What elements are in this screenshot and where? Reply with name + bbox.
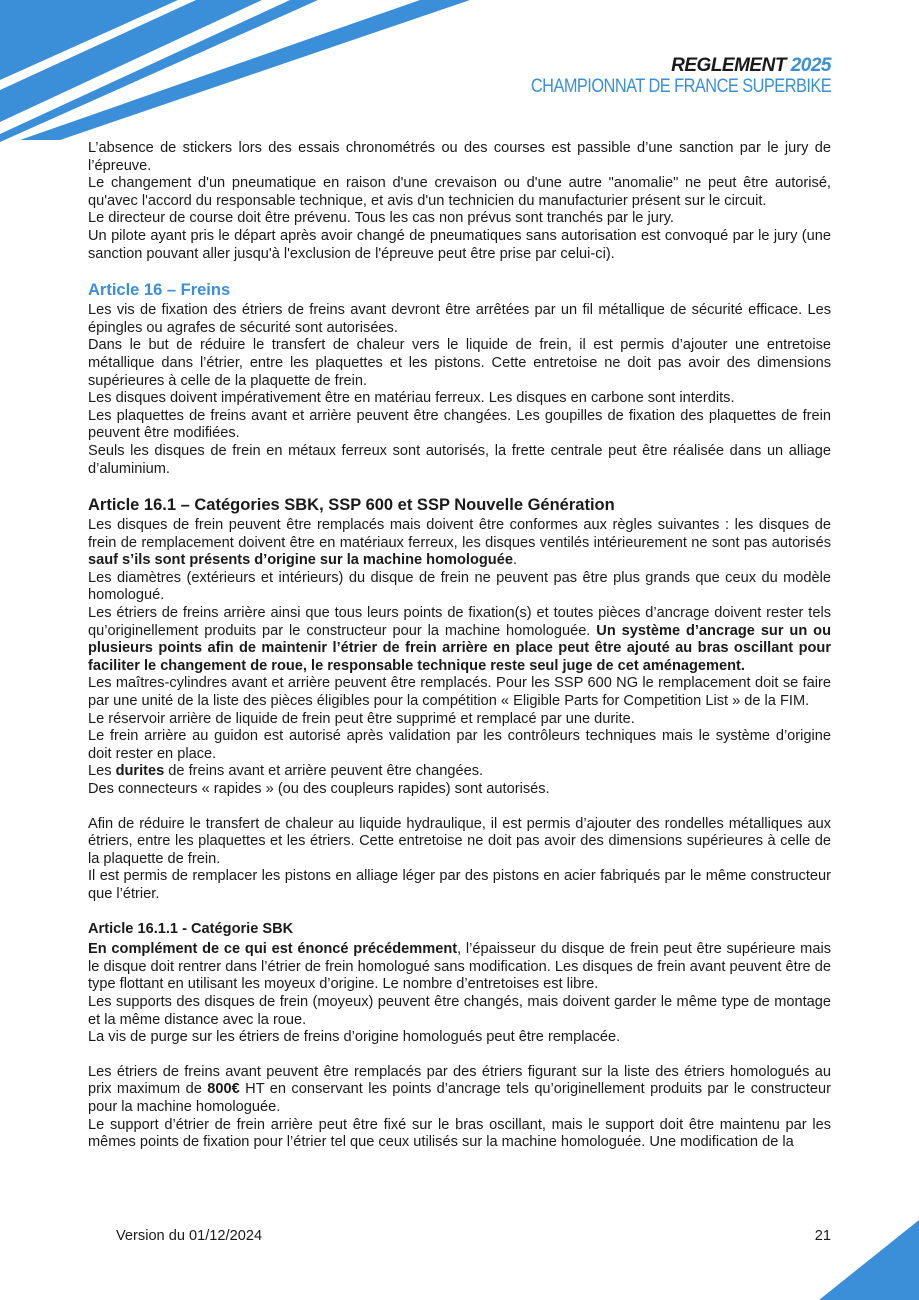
paragraph: Le réservoir arrière de liquide de frein peut être supprimé et remplacé par une durite.: [88, 710, 635, 727]
paragraph: Dans le but de réduire le transfert de chaleur vers le liquide de frein, il est permis d’ajouter une entretoise métallique dans l’étrier, entre les plaquettes et les pistons. Cette entretoise ne doit pas avoir des dimensions supérieures à celle de la plaquette de frein.: [88, 337, 831, 389]
paragraph: Il est permis de remplacer les pistons en alliage léger par des pistons en acier fabriqués par le même constructeur que l’étrier.: [88, 868, 831, 902]
paragraph: La vis de purge sur les étriers de freins d’origine homologués peut être remplacée.: [88, 1029, 621, 1046]
paragraph: Un pilote ayant pris le départ après avoir changé de pneumatiques sans autorisation est convoqué par le jury (une sanction pouvant aller jusqu'à l'exclusion de l'épreuve peut être prise par celui-ci).: [88, 227, 831, 262]
page-number: 21: [814, 1228, 831, 1244]
paragraph: Le support d’étrier de frein arrière peut être fixé sur le bras oscillant, mais le support doit être maintenu par les mêmes points de fixation pour l’étrier tel que ceux utilisés sur la machine homologuée. Une modification de la: [88, 1116, 831, 1151]
paragraph: Les étriers de freins arrière ainsi que tous leurs points de fixation(s) et toutes pièces d’ancrage doivent rester tels qu’originellement produits par le constructeur pour la machine homologuée. Un système d’ancrage sur un ou plusieurs points afin de maintenir l’étrier de frein arrière en place peut être ajouté au bras oscillant pour faciliter le changement de roue, le responsable technique reste seul juge de cet aménagement.: [88, 605, 831, 674]
paragraph: Afin de réduire le transfert de chaleur au liquide hydraulique, il est permis d’ajouter des rondelles métalliques aux étriers, entre les plaquettes et les étriers. Cette entretoise ne doit pas avoir des dimensions supérieures à celle de la plaquette de frein.: [88, 815, 831, 867]
paragraph: Les plaquettes de freins avant et arrière peuvent être changées. Les goupilles de fixation des plaquettes de frein peuvent être modifiées.: [88, 407, 831, 442]
footer-version: Version du 01/12/2024: [116, 1228, 263, 1244]
header-year: 2025: [790, 55, 831, 76]
paragraph: Les supports des disques de frein (moyeux) peuvent être changés, mais doivent garder le même type de montage et la même distance avec la roue.: [88, 993, 831, 1028]
paragraph: Les disques de frein peuvent être remplacés mais doivent être conformes aux règles suivantes : les disques de frein de remplacement doivent être en matériaux ferreux, les disques ventilés intérieurement ne sont pas autorisés sauf s’ils sont présents d’origine sur la machine homologuée.: [88, 517, 831, 569]
page-content: [88, 140, 831, 1152]
paragraph: Des connecteurs « rapides » (ou des coupleurs rapides) sont autorisés.: [88, 781, 550, 797]
page-header: [482, 56, 831, 98]
article-16-title: Article 16 – Freins: [88, 281, 231, 300]
article-16-1-title: Article 16.1 – Catégories SBK, SSP 600 et SSP Nouvelle Génération: [88, 496, 615, 515]
paragraph: Le changement d'un pneumatique en raison d'une crevaison ou d'une autre "anomalie" ne peut être autorisé, qu'avec l'accord du responsable technique, et avis d'un technicien du manufacturier présent sur le circuit.: [88, 175, 831, 209]
footer-decoration: [819, 1220, 919, 1300]
header-subtitle: CHAMPIONNAT DE FRANCE SUPERBIKE: [530, 75, 831, 97]
header-decoration: [0, 0, 480, 150]
paragraph: Les disques doivent impérativement être en matériau ferreux. Les disques en carbone sont interdits.: [88, 390, 735, 407]
paragraph: Les maîtres-cylindres avant et arrière peuvent être remplacés. Pour les SSP 600 NG le remplacement doit se faire par une unité de la liste des pièces éligibles pour la compétition « Eligible Parts for Competition List » de la FIM.: [88, 675, 831, 710]
paragraph: Seuls les disques de frein en métaux ferreux sont autorisés, la frette centrale peut être réalisée dans un alliage d’aluminium.: [88, 442, 831, 477]
paragraph: Les étriers de freins avant peuvent être remplacés par des étriers figurant sur la liste des étriers homologués au prix maximum de 800€ HT en conservant les points d’ancrage tels qu’originellement produits par le constructeur pour la machine homologuée.: [88, 1063, 832, 1115]
header-title: [482, 56, 831, 77]
paragraph: Le directeur de course doit être prévenu. Tous les cas non prévus sont tranchés par le jury.: [88, 210, 674, 227]
article-16-1-1-title: Article 16.1.1 - Catégorie SBK: [88, 920, 294, 937]
paragraph: L’absence de stickers lors des essais chronométrés ou des courses est passible d’une sanction par le jury de l’épreuve.: [88, 140, 831, 174]
paragraph: Le frein arrière au guidon est autorisé après validation par les contrôleurs techniques mais le système d’origine doit rester en place.: [88, 728, 831, 762]
paragraph: Les diamètres (extérieurs et intérieurs) du disque de frein ne peuvent pas être plus grands que ceux du modèle homologué.: [88, 569, 831, 604]
paragraph: Les vis de fixation des étriers de freins avant devront être arrêtées par un fil métallique de sécurité efficace. Les épingles ou agrafes de sécurité sont autorisées.: [88, 302, 831, 336]
paragraph: Les durites de freins avant et arrière peuvent être changées.: [88, 763, 484, 780]
paragraph: En complément de ce qui est énoncé précédemment, l’épaisseur du disque de frein peut être supérieure mais le disque doit rentrer dans l’étrier de frein homologué sans modification. Les disques de frein avant peuvent être de type flottant en utilisant les moyeux d’origine. Le nombre d’entretoises est libre.: [88, 941, 831, 993]
header-title-word: REGLEMENT: [671, 55, 786, 76]
